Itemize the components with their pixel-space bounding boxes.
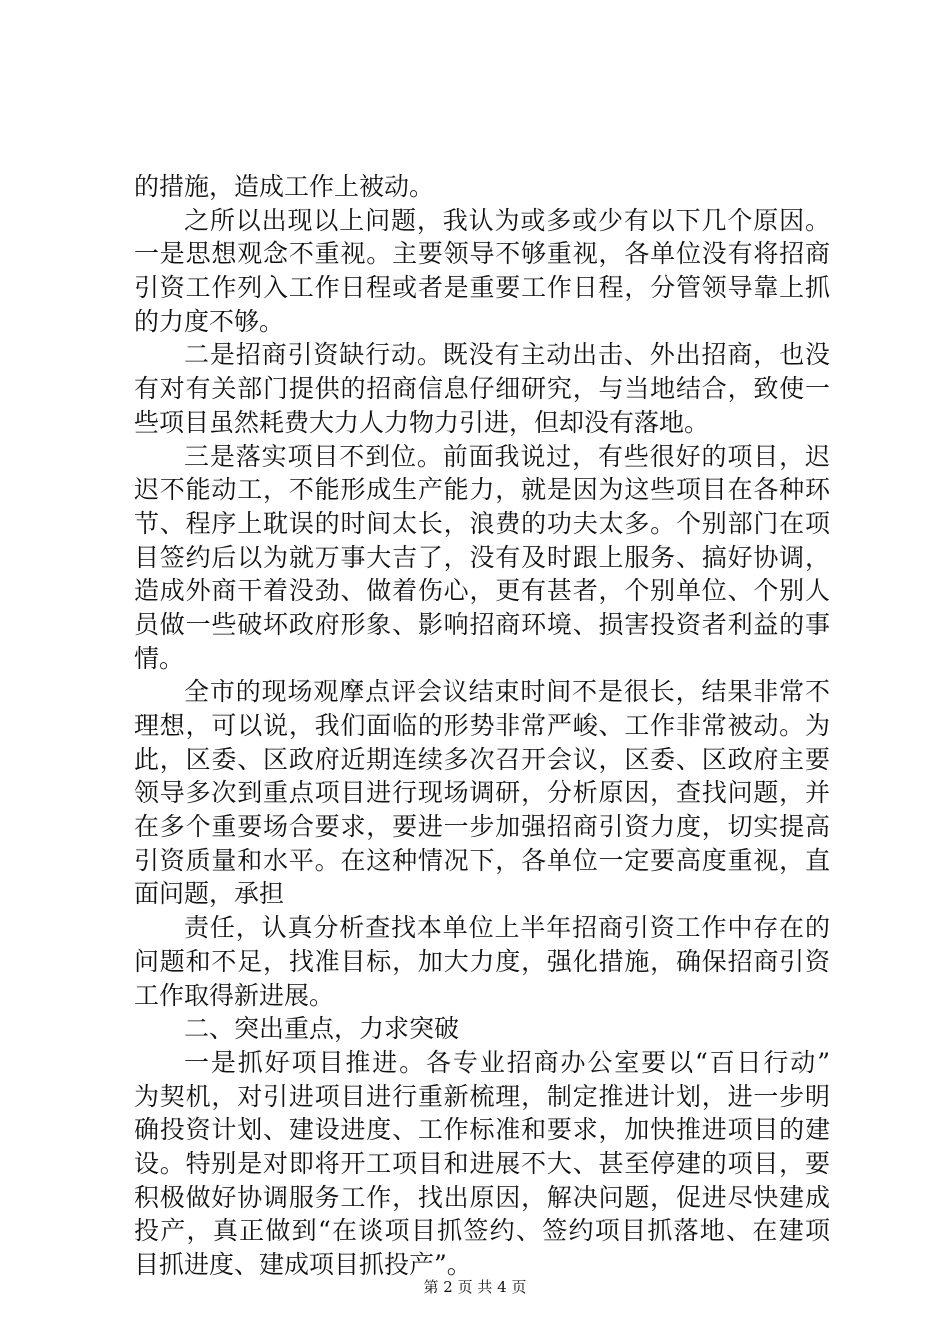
page-footer: 第 2 页 共 4 页 xyxy=(423,1278,527,1296)
text-line: 此，区委、区政府近期连续多次召开会议，区委、区政府主要 xyxy=(134,744,830,774)
text-line: 情。 xyxy=(134,643,185,673)
text-line: 领导多次到重点项目进行现场调研，分析原因，查找问题，并 xyxy=(134,778,830,808)
text-line: 节、程序上耽误的时间太长，浪费的功夫太多。个别部门在项 xyxy=(134,508,830,538)
text-line: 一是抓好项目推进。各专业招商办公室要以“百日行动” xyxy=(184,1047,830,1077)
text-line: 引资工作列入工作日程或者是重要工作日程，分管领导靠上抓 xyxy=(134,273,830,303)
text-line: 三是落实项目不到位。前面我说过，有些很好的项目，迟 xyxy=(184,441,830,471)
text-line: 一是思想观念不重视。主要领导不够重视，各单位没有将招商 xyxy=(134,239,830,269)
text-line: 的力度不够。 xyxy=(134,306,285,336)
text-line: 积极做好协调服务工作，找出原因，解决问题，促进尽快建成 xyxy=(134,1182,830,1212)
document-body xyxy=(134,170,830,1282)
text-line: 二、突出重点，力求突破 xyxy=(184,1014,460,1044)
text-line: 的措施，造成工作上被动。 xyxy=(134,172,435,201)
text-line: 有对有关部门提供的招商信息仔细研究，与当地结合，致使一 xyxy=(134,374,830,404)
text-line: 在多个重要场合要求，要进一步加强招商引资力度，切实提高 xyxy=(134,812,830,842)
text-line: 理想，可以说，我们面临的形势非常严峻、工作非常被动。为 xyxy=(134,711,830,740)
text-line: 目签约后以为就万事大吉了，没有及时跟上服务、搞好协调， xyxy=(134,542,830,572)
text-line: 目抓进度、建成项目抓投产”。 xyxy=(134,1250,472,1279)
text-line: 二是招商引资缺行动。既没有主动出击、外出招商，也没 xyxy=(184,340,830,370)
text-line: 为契机，对引进项目进行重新梳理，制定推进计划，进一步明 xyxy=(134,1081,830,1111)
text-line: 迟不能动工，不能形成生产能力，就是因为这些项目在各种环 xyxy=(134,475,830,505)
text-line: 全市的现场观摩点评会议结束时间不是很长，结果非常不 xyxy=(184,677,830,707)
text-line: 责任，认真分析查找本单位上半年招商引资工作中存在的 xyxy=(184,913,830,943)
text-line: 引资质量和水平。在这种情况下，各单位一定要高度重视，直 xyxy=(134,845,830,875)
text-line: 员做一些破坏政府形象、影响招商环境、损害投资者利益的事 xyxy=(134,609,830,639)
text-line: 面问题，承担 xyxy=(134,879,285,909)
text-line: 问题和不足，找准目标，加大力度，强化措施，确保招商引资 xyxy=(134,946,830,976)
text-line: 投产，真正做到“在谈项目抓签约、签约项目抓落地、在建项 xyxy=(134,1216,830,1246)
text-line: 些项目虽然耗费大力人力物力引进，但却没有落地。 xyxy=(134,407,710,437)
text-line: 之所以出现以上问题，我认为或多或少有以下几个原因。 xyxy=(184,205,830,235)
text-line: 工作取得新进展。 xyxy=(134,980,335,1010)
text-line: 造成外商干着没劲、做着伤心，更有甚者，个别单位、个别人 xyxy=(134,576,830,606)
text-line: 设。特别是对即将开工项目和进展不大、甚至停建的项目，要 xyxy=(134,1148,830,1178)
text-line: 确投资计划、建设进度、工作标准和要求，加快推进项目的建 xyxy=(134,1115,830,1145)
